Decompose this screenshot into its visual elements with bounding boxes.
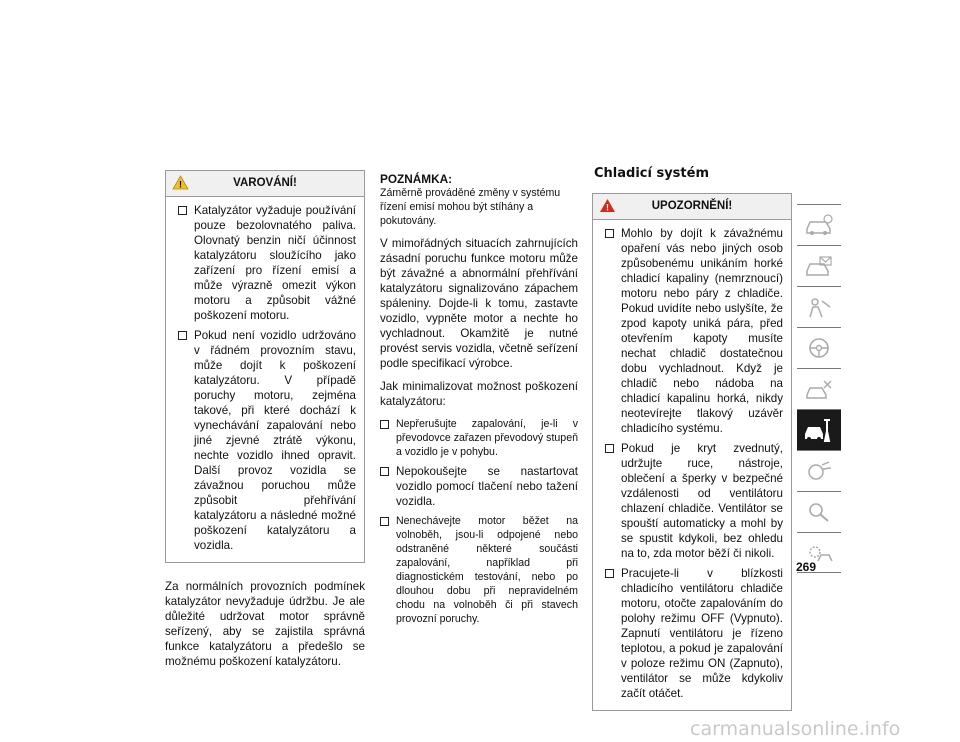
tab-car-mail[interactable] — [797, 245, 841, 286]
tab-car-safety[interactable] — [797, 286, 841, 327]
caution-title: UPOZORNĚNÍ! — [651, 200, 733, 212]
middle-paragraph-2: Jak minimalizovat možnost poškození katalyzátoru: — [380, 380, 578, 408]
left-paragraph: Za normálních provozních podmínek katalyzátor nevyžaduje údržbu. Je ale důležité udržovat motor správně seřízený, aby se zajistila správná funkce katalyzátoru a předešlo se možnému poškození katalyzátoru. — [165, 580, 365, 668]
page-number: 269 — [796, 560, 817, 574]
caution-box-header — [593, 194, 791, 220]
watermark: carmanualsonline.info — [690, 718, 901, 740]
bullet-square-icon — [380, 517, 389, 526]
caution-item: Mohlo by dojít k závažnému opaření vás nebo jiných osob způsobenému unikáním horké chladicí kapaliny (nemrznoucí) motoru nebo páry z chladiče. Pokud uvidíte nebo uslyšíte, že zpod kapoty uniká pára, před otevřením kapoty musíte nechat chladič dostatečnou dobu vychladnout. Když je chladič nebo nádoba na chladicí kapalinu horká, nikdy neotevírejte tlakový uzávěr chladicího systému. — [601, 226, 783, 436]
tip-item: Nepřerušujte zapalování, je-li v převodovce zařazen převodový stupeň a vozidlo je v pohybu. — [380, 417, 578, 459]
tab-steering[interactable] — [797, 327, 841, 368]
car-mail-icon — [804, 254, 834, 278]
tab-service-maintenance[interactable] — [797, 409, 841, 450]
car-tools-icon — [803, 417, 835, 443]
warning-item: Katalyzátor vyžaduje používání pouze bezolovnatého paliva. Olovnatý benzin ničí účinnost katalyzátoru sloužícího jako zařízení pro řízení emisí a může výrazně omezit výkon motoru a způsobit vážné poškození motoru. — [174, 203, 356, 323]
middle-column — [380, 172, 578, 631]
tab-car-crash[interactable] — [797, 368, 841, 409]
middle-paragraph-1: V mimořádných situacích zahrnujících zásadní poruchu funkce motoru může být závažné a abnormální přehřívání katalyzátoru signalizováno zápachem spáleniny. Dojde-li k tomu, zastavte vozidlo, vypněte motor a nechte ho vychladnout. Okamžitě je nutné provést servis vozidla, včetně seřízení podle specifikací výrobce. — [380, 237, 578, 370]
car-crash-icon — [804, 377, 834, 401]
bullet-square-icon — [605, 569, 614, 578]
tip-item: Nepokoušejte se nastartovat vozidlo pomocí tlačení nebo tažení vozidla. — [380, 464, 578, 509]
warning-box — [165, 170, 365, 563]
note-text: Záměrně prováděné změny v systému řízení emisí mohou být stíhány a pokutovány. — [380, 187, 561, 227]
note-title: POZNÁMKA: — [380, 172, 453, 186]
magnifier-icon — [804, 500, 834, 524]
caution-box — [592, 193, 792, 711]
svg-text:!: ! — [179, 179, 182, 190]
caution-triangle-icon — [599, 198, 616, 213]
steering-wheel-icon — [804, 336, 834, 360]
bullet-square-icon — [178, 331, 187, 340]
tab-car-info[interactable] — [797, 204, 841, 245]
bullet-square-icon — [380, 467, 389, 476]
car-safety-icon — [804, 295, 834, 319]
caution-item: Pracujete-li v blízkosti chladicího ventilátoru chladiče motoru, otočte zapalováním do polohy režimu OFF (Vypnuto). Zapnutí ventilátoru je řízeno teplotou, a pokud je zapalování v poloze režimu ON (Zapnuto), ventilátor se může kdykoliv začít otáčet. — [601, 566, 783, 701]
bullet-square-icon — [380, 420, 389, 429]
tab-index[interactable] — [797, 491, 841, 532]
warning-box-header — [166, 171, 364, 197]
tab-multimedia[interactable] — [797, 450, 841, 491]
section-heading: Chladicí systém — [594, 166, 710, 181]
warning-title: VAROVÁNÍ! — [233, 177, 297, 189]
car-info-icon — [804, 213, 834, 237]
bullet-square-icon — [178, 206, 187, 215]
bullet-square-icon — [605, 444, 614, 453]
warning-triangle-icon — [172, 175, 189, 190]
right-column — [592, 193, 792, 711]
caution-item: Pokud je kryt zvednutý, udržujte ruce, nástroje, oblečení a šperky v bezpečné vzdálenosti od ventilátoru chlazení chladiče. Ventilátor se spouští automaticky a mohl by se spustit kdykoli, bez ohledu na to, zda motor běží či nikoli. — [601, 441, 783, 561]
svg-text:!: ! — [606, 202, 609, 213]
left-column — [165, 170, 365, 677]
multimedia-icon — [804, 459, 834, 483]
tip-item: Nenechávejte motor běžet na volnoběh, jsou-li odpojené nebo odstraněné některé součásti zapalování, například při diagnostickém testování, nebo po dlouhou dobu při nepravidelném chodu na volnoběh či při stavech provozní poruchy. — [380, 514, 578, 626]
chapter-tabs — [797, 204, 841, 573]
bullet-square-icon — [605, 229, 614, 238]
warning-item: Pokud není vozidlo udržováno v řádném provozním stavu, může dojít k poškození katalyzátoru. V případě poruchy motoru, zejména takové, při které dochází k vynechávání zapalování nebo jiné zjevné ztrátě výkonu, nechte vozidlo ihned opravit. Další provoz vozidla se závažnou poruchou může způsobit přehřívání katalyzátoru a následné možné poškození katalyzátoru a vozidla. — [174, 328, 356, 553]
